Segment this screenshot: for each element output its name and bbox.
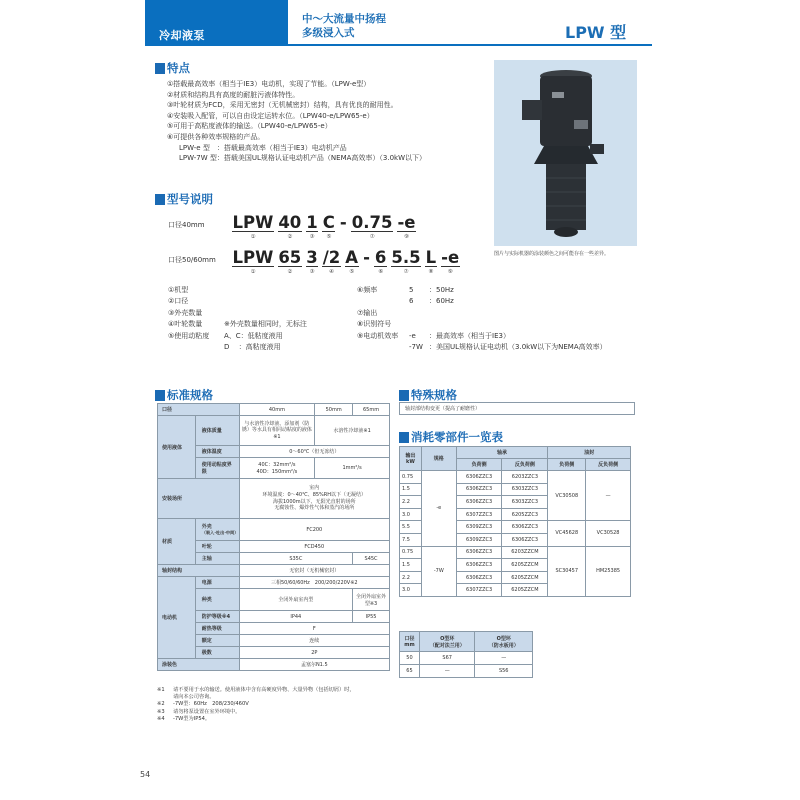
cell: 1.5 — [400, 483, 422, 496]
note-text: -7W型：60Hz 208/230/460V — [173, 701, 249, 708]
model-row-label: 口径40mm — [168, 221, 205, 229]
cell: FC200 — [239, 519, 389, 541]
model-legend-left — [168, 285, 307, 353]
model-code-row-50-60 — [168, 249, 464, 275]
legend-value: D ：高粘度液用 — [224, 343, 281, 352]
note-key: ※1 — [157, 687, 165, 693]
model-separator: - — [339, 213, 347, 232]
cell: -7W — [421, 546, 456, 596]
pump-image-icon — [494, 60, 637, 246]
legend-key — [357, 296, 409, 307]
legend-code: -e — [409, 331, 416, 340]
section-square-icon — [155, 390, 165, 401]
cell: 7.5 — [400, 533, 422, 546]
cell: FCD450 — [239, 541, 389, 553]
cell: 6203ZZCM — [502, 546, 548, 559]
col-header: 反负荷侧 — [586, 459, 631, 471]
legend-value: ：60Hz — [429, 297, 454, 306]
row-header: 液体质量 — [195, 416, 239, 446]
note-key — [157, 694, 173, 701]
cell: S56 — [475, 665, 533, 678]
cell: 5.5 — [400, 521, 422, 534]
page-subtitle — [302, 12, 386, 40]
note-text: 请不要用于水的输送。使用液体中含有高硬度异物、大量异物（包括切屑）时， — [173, 687, 355, 693]
row-header: 使用动粘度界限 — [195, 458, 239, 479]
cell: 三相50/60/60Hz 200/200/220V※2 — [239, 577, 389, 589]
special-spec-title: 特殊规格 — [411, 388, 457, 402]
row-header: 电源 — [195, 577, 239, 589]
legend-value: A、C：低粘度液用 — [224, 331, 283, 340]
table-row — [158, 479, 390, 519]
row-header: 种类 — [195, 589, 239, 611]
cell: 连续 — [239, 635, 389, 647]
legend-key: ⑦输出 — [357, 308, 378, 317]
model-segment: C ⑤ — [322, 213, 335, 240]
cell: 与水溶性冷却液、添加剂（防锈）等水具有相同动粘度的液体※1 — [239, 416, 315, 446]
cell: 6306ZZC3 — [456, 546, 502, 559]
cell: 6306ZZC3 — [456, 496, 502, 509]
cell: 无密封（无机械密封） — [239, 565, 389, 577]
cell: 6309ZZC3 — [456, 533, 502, 546]
cell: — — [475, 652, 533, 665]
legend-key: ①机型 — [168, 286, 189, 294]
col-header-oring-flange: O型环 （配对法兰用） — [419, 632, 475, 652]
model-segment: 3 ③ — [306, 248, 318, 275]
model-segment: 5.5 ⑦ — [391, 248, 421, 275]
model-segment: 0.75 ⑦ — [351, 213, 393, 240]
cell: 6307ZZC3 — [456, 584, 502, 597]
spec-footnotes — [157, 687, 355, 723]
cell: 6205ZZCM — [502, 559, 548, 572]
feature-item: ⑥可提供各种效率规格的产品。 — [167, 132, 265, 141]
cell: 3.0 — [400, 584, 422, 597]
features-heading — [155, 60, 190, 76]
col-header-spec: 规格 — [421, 447, 456, 471]
cell: 室内 环境温度：0～40℃、85%RH以下（无凝结） 海拔1000m以下、无阳光直射的场所 无腐蚀性、爆炸性气体和蒸汽的场所 — [239, 479, 389, 519]
legend-code — [409, 308, 429, 319]
legend-value: ：最高效率（相当于IE3） — [429, 331, 510, 340]
cell: 孟塞尔N1.5 — [239, 659, 389, 671]
row-header: 液体温度 — [195, 446, 239, 458]
col-header: 负荷侧 — [548, 459, 586, 471]
legend-code: 5 — [409, 286, 414, 294]
table-row — [158, 659, 390, 671]
cell: VC30508 — [548, 471, 586, 521]
cell: 6303ZZC3 — [502, 496, 548, 509]
cell: 6306ZZC3 — [456, 571, 502, 584]
row-header: 口径 — [158, 404, 240, 416]
model-legend-right — [357, 285, 607, 353]
cell: 6205ZZCM — [502, 571, 548, 584]
table-header-row — [400, 632, 533, 652]
col-header: 反负荷侧 — [502, 459, 548, 471]
legend-key: ③外壳数量 — [168, 308, 203, 317]
model-code-heading — [155, 191, 213, 207]
row-header: 涂装色 — [158, 659, 240, 671]
note-key: ※3 — [157, 708, 165, 715]
subtitle-line-1: 中～大流量中扬程 — [302, 13, 386, 25]
model-separator: - — [363, 248, 370, 267]
col-header: 负荷侧 — [456, 459, 502, 471]
feature-item: ④安装吸入配管，可以自由设定运转水位。（LPW40-e/LPW65-e） — [167, 111, 374, 120]
special-spec-heading — [399, 387, 457, 403]
oring-table — [399, 631, 533, 678]
row-header: 额定 — [195, 635, 239, 647]
cell: 6306ZZC3 — [502, 521, 548, 534]
product-photo — [494, 60, 637, 246]
legend-key: ⑤使用动粘度 — [168, 331, 210, 340]
cell: 40C：32mm²/s 40D：150mm²/s — [239, 458, 315, 479]
col-header-oring-waterproof: O型环 （防水板用） — [475, 632, 533, 652]
standard-spec-title: 标准规格 — [167, 388, 213, 402]
model-segment: -e ⑨ — [397, 213, 416, 240]
cell: -e — [421, 471, 456, 547]
standard-spec-table — [157, 403, 390, 671]
cell: 50mm — [315, 404, 353, 416]
row-group-header: 材质 — [158, 519, 196, 565]
cell: 50 — [400, 652, 420, 665]
table-row — [158, 519, 390, 541]
cell: 65mm — [353, 404, 390, 416]
model-code-title: 型号说明 — [167, 192, 213, 206]
table-row — [400, 471, 631, 484]
cell: 65 — [400, 665, 420, 678]
legend-key: ⑥频率 — [357, 286, 378, 294]
feature-item: ①搭载最高效率（相当于IE3）电动机，实现了节能。（LPW-e型） — [167, 80, 371, 88]
standard-spec-heading — [155, 387, 213, 403]
cell: SC30457 — [548, 546, 586, 596]
table-row — [400, 652, 533, 665]
row-header: 防护等级※4 — [195, 611, 239, 623]
cell: 6203ZZC3 — [502, 471, 548, 484]
category-label: 冷却液泵 — [159, 29, 205, 42]
cell: 6306ZZC3 — [456, 471, 502, 484]
model-code-row-40 — [168, 214, 420, 240]
subtitle-line-2: 多级浸入式 — [302, 27, 355, 39]
feature-item: ⑤可用于高粘度液体的输送。（LPW40-e/LPW65-e） — [167, 122, 332, 131]
legend-code: -7W — [409, 343, 423, 352]
page-number: 54 — [140, 770, 151, 779]
table-row — [158, 577, 390, 589]
cell: VC30528 — [586, 521, 631, 546]
consumables-heading — [399, 429, 503, 445]
cell: IP44 — [239, 611, 353, 623]
row-header: 耐热等级 — [195, 623, 239, 635]
legend-code: 6 — [409, 297, 414, 306]
cell: 0.75 — [400, 546, 422, 559]
legend-value: ※外壳数量相同时，无标注 — [224, 320, 307, 329]
model-segment: LPW ① — [232, 213, 274, 240]
cell: HM25385 — [586, 546, 631, 596]
cell: 6306ZZC3 — [456, 559, 502, 572]
row-header: 轴封结构 — [158, 565, 240, 577]
cell: 0～60℃（但无冻结） — [239, 446, 389, 458]
legend-value: ：50Hz — [429, 286, 454, 294]
legend-code — [409, 319, 429, 330]
cell: 6309ZZC3 — [456, 521, 502, 534]
model-segment: A ⑤ — [345, 248, 359, 275]
cell: 2.2 — [400, 496, 422, 509]
features-list — [167, 79, 426, 164]
note-key: ※4 — [157, 715, 165, 722]
legend-key: ⑧识别符号 — [357, 320, 392, 329]
note-text: 请勿将泵设置在室外环境中。 — [173, 708, 241, 715]
row-header: 安装场所 — [158, 479, 240, 519]
cell: 40mm — [239, 404, 315, 416]
legend-key — [168, 342, 224, 353]
table-header-row — [400, 447, 631, 459]
col-header-output: 输出 kW — [400, 447, 422, 471]
note-text: -7W型为IP54。 — [173, 715, 211, 722]
cell: 2P — [239, 647, 389, 659]
cell: 0.75 — [400, 471, 422, 484]
feature-item: ③叶轮材质为FCD，采用无密封（无机械密封）结构，具有优良的耐用性。 — [167, 101, 398, 110]
cell: 6205ZZC3 — [502, 508, 548, 521]
section-square-icon — [155, 63, 165, 74]
table-row — [400, 546, 631, 559]
consumables-table — [399, 446, 631, 597]
cell: 6306ZZC3 — [456, 483, 502, 496]
legend-key: ⑨电动机效率 — [357, 331, 399, 340]
section-square-icon — [155, 194, 165, 205]
special-spec-box: 轴封部结构变更（提高了耐磨性） — [399, 402, 635, 415]
cell: VC45628 — [548, 521, 586, 546]
note-text: 请向本公司咨询。 — [173, 694, 215, 701]
row-group-header: 电动机 — [158, 577, 196, 659]
model-segment: 6 ⑥ — [374, 248, 387, 275]
cell: S45C — [353, 553, 390, 565]
cell: 全闭外扇室外型※3 — [353, 589, 390, 611]
cell: IP55 — [353, 611, 390, 623]
note-key: ※2 — [157, 701, 165, 708]
col-header-oil-seal: 油封 — [548, 447, 631, 459]
cell: 2.2 — [400, 571, 422, 584]
row-header: 极数 — [195, 647, 239, 659]
consumables-title: 消耗零部件一览表 — [411, 430, 503, 444]
model-segment: -e ⑨ — [441, 248, 460, 275]
legend-key — [357, 342, 409, 353]
cell: 3.0 — [400, 508, 422, 521]
table-row — [400, 665, 533, 678]
cell: 6306ZZC3 — [502, 533, 548, 546]
cell: 6205ZZCM — [502, 584, 548, 597]
model-segment: 65 ② — [278, 248, 302, 275]
row-header: 外壳 （吸入·吐出·中间） — [195, 519, 239, 541]
model-row-label: 口径50/60mm — [168, 256, 216, 264]
feature-sub-item: LPW-7W 型：搭载美国UL规格认证电动机产品（NEMA高效率）（3.0kW以下） — [179, 154, 427, 163]
cell: S35C — [239, 553, 353, 565]
category-banner — [145, 0, 288, 44]
features-title: 特点 — [167, 61, 190, 75]
feature-sub-item: LPW-e 型 ：搭载最高效率（相当于IE3）电动机产品 — [179, 143, 347, 152]
table-row — [158, 565, 390, 577]
model-segment: /2 ④ — [322, 248, 341, 275]
model-segment: L ⑧ — [425, 248, 437, 275]
cell: 水溶性冷却液※1 — [315, 416, 390, 446]
col-header-bearing: 轴承 — [456, 447, 548, 459]
legend-value: ：美国UL规格认证电动机（3.0kW以下为NEMA高效率） — [429, 343, 607, 352]
cell: S67 — [419, 652, 475, 665]
legend-key: ④叶轮数量 — [168, 320, 203, 329]
model-segment: 40 ② — [278, 213, 302, 240]
cell: F — [239, 623, 389, 635]
section-square-icon — [399, 432, 409, 443]
header-divider — [145, 44, 652, 46]
cell: — — [586, 471, 631, 521]
cell: 全闭外扇室内型 — [239, 589, 353, 611]
legend-key: ②口径 — [168, 297, 189, 306]
table-row — [158, 404, 390, 416]
cell: — — [419, 665, 475, 678]
cell: 1.5 — [400, 559, 422, 572]
photo-caption: 图片与实际机器的涂装颜色之间可能存在一些差异。 — [494, 251, 610, 257]
cell: 6303ZZC3 — [502, 483, 548, 496]
feature-item: ②材质和结构具有高度的耐脏污液体特性。 — [167, 90, 300, 99]
page-title: LPW 型 — [565, 23, 627, 42]
row-header: 叶轮 — [195, 541, 239, 553]
row-group-header: 使用液体 — [158, 416, 196, 479]
cell: 6307ZZC3 — [456, 508, 502, 521]
table-row — [158, 416, 390, 446]
row-header: 主轴 — [195, 553, 239, 565]
model-segment: 1 ③ — [306, 213, 318, 240]
section-square-icon — [399, 390, 409, 401]
cell: 1mm²/s — [315, 458, 390, 479]
model-segment: LPW ① — [232, 248, 274, 275]
col-header-bore: 口径 mm — [400, 632, 420, 652]
